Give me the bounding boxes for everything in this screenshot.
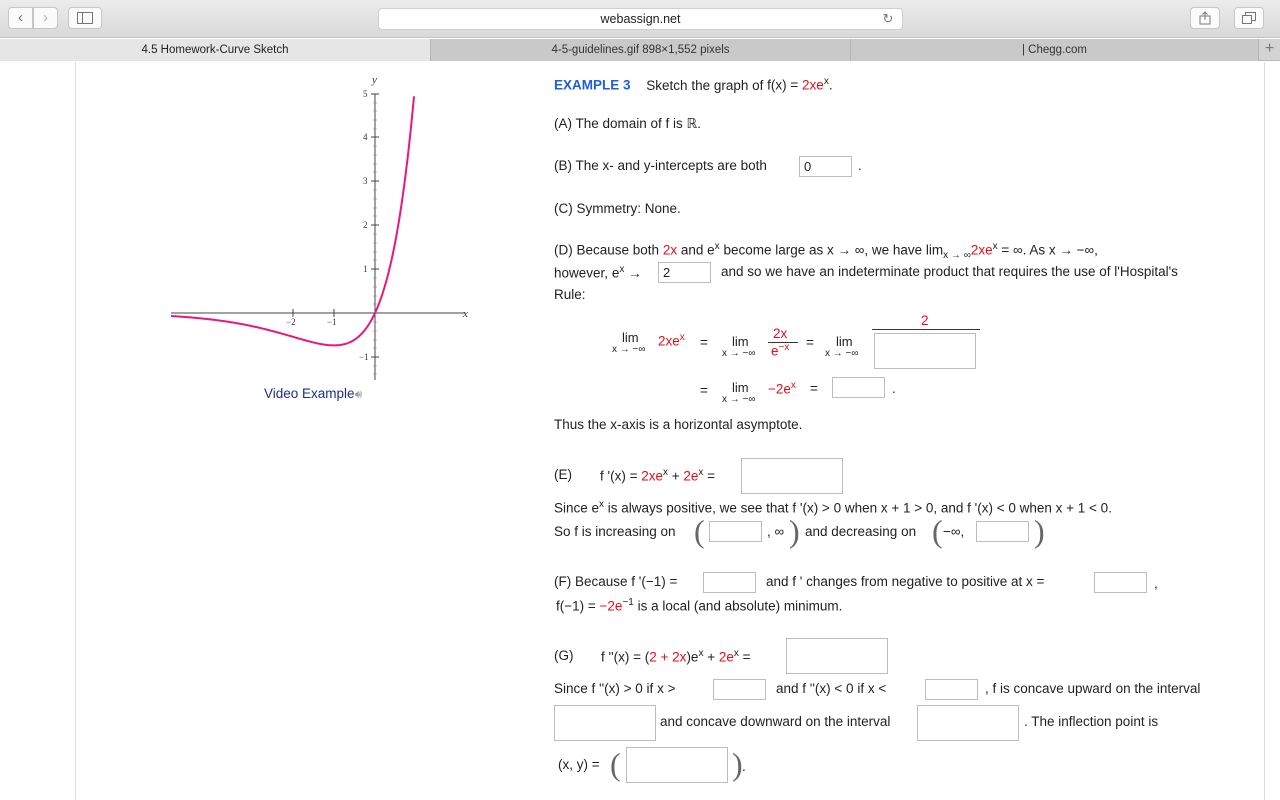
part-e-eq: = [703,468,716,484]
concave-down-x-input[interactable] [925,679,978,700]
part-e-fprime: f '(x) = [600,468,642,484]
fprime-neg1-input[interactable] [703,572,756,593]
part-d-however-text: however, [554,265,609,281]
part-g-period: . [742,759,746,774]
lim-1-sub: x → −∞ [612,344,646,355]
x-tick-neg2: −2 [286,317,296,327]
lim-1-expr [658,332,685,349]
frac2-denominator-input[interactable] [874,333,976,369]
part-f-a: (F) Because f '(−1) = [554,574,678,589]
part-e-inf: , ∞ [767,524,785,539]
increasing-start-input[interactable] [709,521,762,542]
part-d-large: become large as x → ∞, we have lim [723,242,944,258]
share-button[interactable] [1190,7,1220,29]
part-g-concave-up: , f is concave upward on the interval [985,681,1201,696]
frac1-den [771,342,789,359]
reload-icon[interactable]: ↻ [882,11,894,26]
part-e-sup1: x [663,467,668,478]
part-d-arrow: → [628,265,642,281]
part-b-label: (B) The x- and y-intercepts are both [554,158,767,173]
part-e-sup2: x [698,467,704,478]
y-tick-2: 2 [363,220,368,230]
part-e-decreasing: and decreasing on [805,524,917,539]
part-a: (A) The domain of f is ℝ. [554,116,701,131]
part-g-label: (G) [554,648,574,663]
y-axis-label: y [372,74,377,86]
concave-up-interval-input[interactable] [554,705,656,741]
lim-4-term: −2e [768,381,791,397]
part-d-and: and [680,242,704,258]
new-tab-button[interactable]: + [1264,40,1275,57]
example-f-left: f(x) = [767,77,803,93]
sidebar-icon [77,12,93,24]
y-tick-neg1: −1 [359,352,369,362]
speaker-icon: 🔊︎ [354,387,363,401]
eq-1: = [700,335,708,350]
x-tick-neg1: −1 [327,317,337,327]
lim-3-sub: x → −∞ [825,348,859,359]
part-g-since: Since f ''(x) > 0 if x > [554,681,676,696]
part-g-xy: (x, y) = [558,757,600,772]
lim-4-expr [768,380,796,397]
lim-4: lim [732,380,749,395]
part-b-period: . [858,158,862,173]
paren-right-2: ) [1034,513,1045,549]
part-d-e2-sup: x [619,264,625,275]
frac2-bar [872,329,980,330]
function-graph [165,72,485,387]
example-f-sup: x [823,76,829,87]
part-d-e: e [707,242,715,258]
y-tick-1: 1 [363,264,368,274]
asymptote-text: Thus the x-axis is a horizontal asymptote. [554,417,803,432]
sign-change-x-input[interactable] [1094,572,1147,593]
part-f-line2 [556,597,842,614]
part-g-sup2: x [733,648,739,659]
frac2-num: 2 [921,313,929,328]
y-tick-4: 4 [363,132,368,142]
part-f-c: , [1154,576,1158,591]
lim-result-input[interactable] [832,377,885,398]
browser-toolbar [0,0,1280,38]
back-button[interactable]: ‹ [8,7,33,29]
part-g-eq: = [738,649,751,665]
sidebar-button[interactable] [68,7,102,29]
tab-chegg[interactable]: | Chegg.com [851,39,1259,61]
part-g-mid: )e [686,649,699,665]
part-g-concave-down: and concave downward on the interval [660,714,891,729]
share-icon [1199,11,1211,25]
part-d-line2b: and so we have an indeterminate product that requires the use of l'Hospital's [721,264,1178,279]
lim-4-sub: x → −∞ [722,394,756,405]
tabs-icon [1242,12,1256,24]
concave-down-interval-input[interactable] [917,705,1019,741]
tab-homework[interactable]: 4.5 Homework-Curve Sketch [0,39,431,61]
part-f-b: and f ' changes from negative to positive at x = [766,574,1045,589]
lim-2: lim [732,334,749,349]
part-e-red1: 2xe [641,468,663,484]
example-heading [554,76,833,93]
part-f-sup: −1 [622,597,634,608]
paren-left-3: ( [610,746,621,782]
tab-bar [0,39,1280,61]
part-d-2xe: 2xe [970,242,993,258]
part-d-line1 [554,241,1098,261]
part-e-since-e: Since e [554,500,600,516]
video-example-link[interactable] [264,386,362,402]
part-e-neginf: −∞, [943,524,965,539]
address-bar[interactable] [378,8,903,30]
part-e-since-sup: x [599,499,605,510]
part-g-sup1: x [698,648,704,659]
eq-2: = [806,335,814,350]
part-d-however [554,264,642,281]
part-g-fdouble: f ''(x) = ( [601,649,650,665]
fprime-input[interactable] [741,458,843,494]
example-title: EXAMPLE 3 [554,77,631,93]
fdoubleprime-input[interactable] [786,638,888,674]
lim-2-sub: x → −∞ [722,348,756,359]
example-intro: Sketch the graph of [646,77,764,93]
part-d-e-sup: x [714,241,720,252]
part-c: (C) Symmetry: None. [554,201,681,216]
lim-1-term-sup: x [679,332,685,343]
y-tick-3: 3 [363,176,368,186]
part-g-red1: 2 + 2x [649,649,687,665]
part-g-expr [601,648,751,665]
part-e-since [554,499,1112,516]
part-g-plus: + [703,649,719,665]
lim-4-term-sup: x [790,380,796,391]
part-g-and: and f ''(x) < 0 if x < [776,681,887,696]
frac1-den-e: e [771,343,779,359]
paren-right-1: ) [789,513,800,549]
part-f-minimum: is a local (and absolute) minimum. [633,598,843,614]
video-example-label: Video Example [264,386,355,401]
paren-left-1: ( [694,513,705,549]
part-g-inflection: . The inflection point is [1024,714,1159,729]
frac1-num: 2x [773,326,788,341]
inflection-point-input[interactable] [626,747,728,783]
x-axis-label: x [463,308,468,320]
eq-3: = [700,383,708,398]
tab-guidelines[interactable]: 4-5-guidelines.gif 898×1,552 pixels [431,39,851,61]
part-e-red2: 2e [683,468,699,484]
part-d-because: (D) Because both [554,242,660,258]
eq-4: = [810,381,818,396]
function-curve [171,96,414,345]
part-d-infinity: = ∞. As x → −∞, [997,242,1098,258]
concave-up-x-input[interactable] [713,679,766,700]
part-e-expr [600,467,715,484]
paren-left-2: ( [932,513,943,549]
example-f-red: 2xe [802,77,824,93]
lim-1: lim [622,330,639,345]
lim-period: . [892,381,896,396]
frac1-den-sup: −x [778,342,790,353]
part-e-plus: + [668,468,684,484]
forward-button[interactable]: › [33,7,58,29]
url-text: webassign.net [600,12,681,26]
part-g-red2: 2e [718,649,734,665]
part-d-2xe-sup: x [992,241,998,252]
part-f-f-neg1: f(−1) = [556,598,600,614]
lim-1-term: 2xe [658,333,680,349]
part-d-limsub: x → ∞ [943,250,971,262]
part-d-rule: Rule: [554,287,586,302]
part-e-increasing: So f is increasing on [554,524,676,539]
decreasing-end-input[interactable] [976,521,1029,542]
y-tick-5: 5 [363,89,368,99]
part-d-e2: e [611,265,620,281]
part-d-2x: 2x [662,242,678,258]
lim-3: lim [836,334,853,349]
part-f-red: −2e [599,598,623,614]
example-f-end: . [828,77,833,93]
tabs-overview-button[interactable] [1234,7,1264,29]
paren-right-3: ) [732,746,743,782]
part-e-since-rest: is always positive, we see that f '(x) > 0 when x + 1 > 0, and f '(x) < 0 when x + 1 < 0. [604,500,1112,516]
part-e-label: (E) [554,467,572,482]
intercepts-input[interactable]: 0 [799,156,852,177]
ex-limit-input[interactable]: 2 [658,262,711,283]
